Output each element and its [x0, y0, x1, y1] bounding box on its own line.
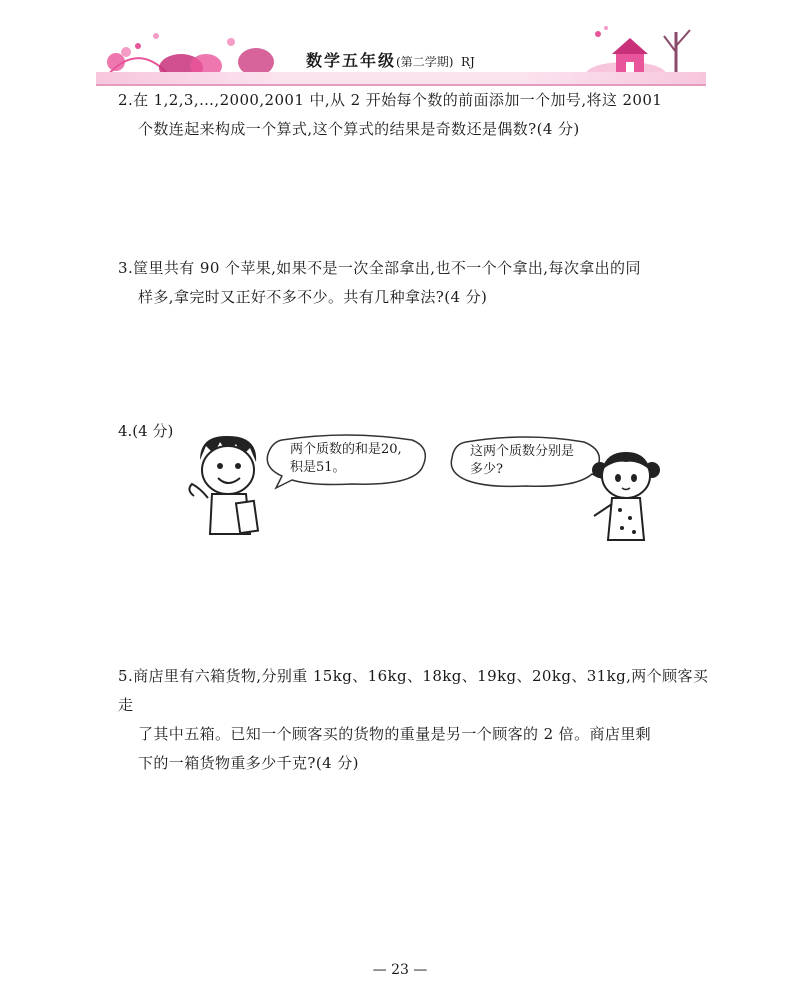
question-line: 个数连起来构成一个算式,这个算式的结果是奇数还是偶数?(4 分) — [138, 120, 580, 138]
question-line: 下的一箱货物重多少千克?(4 分) — [138, 754, 359, 772]
bubble-line: 多少? — [470, 462, 503, 477]
question-4-label: 4.(4 分) — [118, 422, 174, 440]
question-2 — [118, 86, 718, 144]
question-line: 样多,拿完时又正好不多不少。共有几种拿法?(4 分) — [138, 288, 488, 306]
boy-cartoon-icon — [180, 430, 270, 540]
question-line: 5.商店里有六箱货物,分别重 15kg、16kg、18kg、19kg、20kg、31kg,两个顾客买走 — [118, 667, 709, 714]
question-line: 3.筐里共有 90 个苹果,如果不是一次全部拿出,也不一个个拿出,每次拿出的同 — [118, 259, 641, 277]
page-number: — 23 — — [372, 962, 428, 978]
girl-cartoon-icon — [586, 448, 666, 544]
girl-bubble-text — [470, 443, 574, 479]
book-edition: RJ — [460, 55, 475, 69]
bubble-line: 两个质数的和是20, — [290, 442, 402, 457]
book-title — [306, 48, 475, 71]
question-line: 2.在 1,2,3,…,2000,2001 中,从 2 开始每个数的前面添加一个加号,将这 2001 — [118, 91, 663, 109]
question-line: 了其中五箱。已知一个顾客买的货物的重量是另一个顾客的 2 倍。商店里剩 — [138, 725, 652, 743]
page-header — [96, 22, 706, 88]
bubble-line: 这两个质数分别是 — [470, 444, 575, 459]
boy-bubble-text — [290, 441, 402, 477]
header-band — [96, 72, 706, 84]
question-3 — [118, 254, 718, 312]
book-title-main: 数学五年级 — [306, 51, 397, 70]
question-5 — [118, 662, 718, 778]
bubble-line: 积是51。 — [290, 460, 346, 475]
book-term: (第二学期) — [396, 55, 454, 69]
